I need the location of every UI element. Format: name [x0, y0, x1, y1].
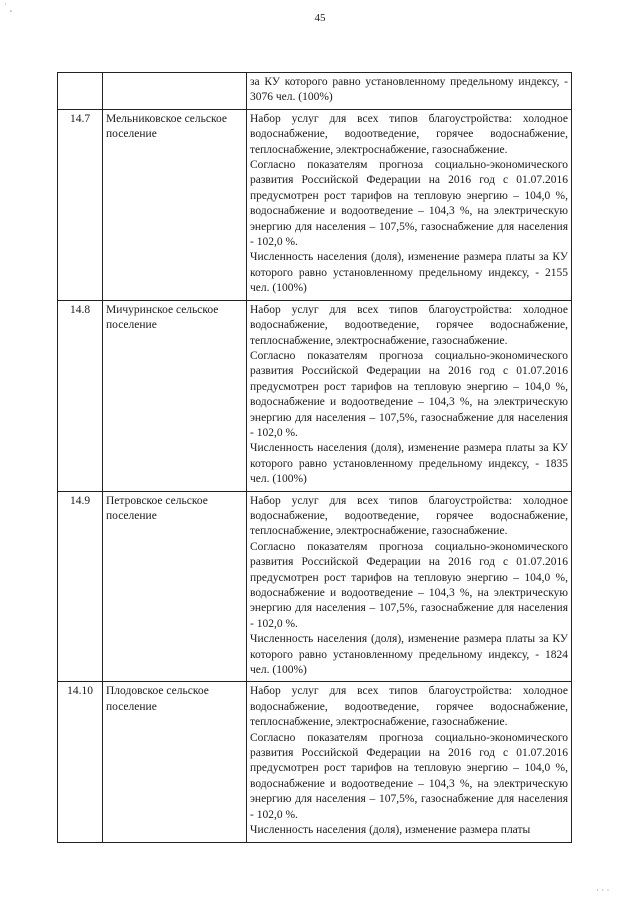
settlement-name — [103, 73, 247, 110]
row-number: 14.7 — [58, 109, 103, 300]
description-paragraph: Согласно показателям прогноза социально-экономического развития Российской Федерации на 2016 год с 01.07.2016 предусмотрен рост тарифов на тепловую энергию – 104,0 %, водоснабжение и водоотведение – 104,3 %, на электрическую энергию для населения – 107,5%, газоснабжение для населения - 102,0 %. — [250, 731, 568, 821]
table-row — [58, 109, 572, 300]
description-paragraph: Численность населения (доля), изменение размера платы за КУ которого равно установленному предельному индексу, - 1824 чел. (100%) — [250, 633, 568, 677]
row-number: 14.9 — [58, 491, 103, 682]
table-row — [58, 73, 572, 110]
row-number: 14.10 — [58, 682, 103, 842]
description-paragraph: за КУ которого равно установленному предельному индексу, - 3076 чел. (100%) — [250, 76, 568, 104]
description-paragraph: Согласно показателям прогноза социально-экономического развития Российской Федерации на 2016 год с 01.07.2016 предусмотрен рост тарифов на тепловую энергию – 104,0 %, водоснабжение и водоотведение – 104,3 %, на электрическую энергию для населения – 107,5%, газоснабжение для населения - 102,0 %. — [250, 349, 568, 439]
tariff-description — [247, 300, 572, 491]
description-paragraph: Набор услуг для всех типов благоустройства: холодное водоснабжение, водоотведение, горячее водоснабжение, теплоснабжение, электроснабжение, газоснабжение. — [250, 112, 568, 156]
row-number: 14.8 — [58, 300, 103, 491]
settlement-name: Плодовское сельское поселение — [103, 682, 247, 842]
scan-artifact: ˙ ¸ — [4, 2, 13, 12]
settlement-name: Мельниковское сельское поселение — [103, 109, 247, 300]
page-number: 45 — [314, 12, 326, 24]
description-paragraph: Численность населения (доля), изменение размера платы — [250, 824, 531, 837]
description-paragraph: Численность населения (доля), изменение размера платы за КУ которого равно установленному предельному индексу, - 2155 чел. (100%) — [250, 251, 568, 295]
table-row — [58, 300, 572, 491]
description-paragraph: Набор услуг для всех типов благоустройства: холодное водоснабжение, водоотведение, горячее водоснабжение, теплоснабжение, электроснабжение, газоснабжение. — [250, 685, 568, 729]
scan-artifact: · · · — [596, 885, 610, 895]
row-number — [58, 73, 103, 110]
description-paragraph: Согласно показателям прогноза социально-экономического развития Российской Федерации на 2016 год с 01.07.2016 предусмотрен рост тарифов на тепловую энергию – 104,0 %, водоснабжение и водоотведение – 104,3 %, на электрическую энергию для населения – 107,5%, газоснабжение для населения - 102,0 %. — [250, 540, 568, 630]
table-body — [58, 73, 572, 843]
tariff-description — [247, 109, 572, 300]
tariff-description — [247, 491, 572, 682]
tariff-description — [247, 73, 572, 110]
description-paragraph: Набор услуг для всех типов благоустройства: холодное водоснабжение, водоотведение, горячее водоснабжение, теплоснабжение, электроснабжение, газоснабжение. — [250, 303, 568, 347]
table-row — [58, 491, 572, 682]
table-row — [58, 682, 572, 842]
tariff-description — [247, 682, 572, 842]
tariff-table — [57, 72, 572, 843]
description-paragraph: Согласно показателям прогноза социально-экономического развития Российской Федерации на 2016 год с 01.07.2016 предусмотрен рост тарифов на тепловую энергию – 104,0 %, водоснабжение и водоотведение – 104,3 %, на электрическую энергию для населения – 107,5%, газоснабжение для населения - 102,0 %. — [250, 159, 568, 249]
settlement-name: Мичуринское сельское поселение — [103, 300, 247, 491]
description-paragraph: Набор услуг для всех типов благоустройства: холодное водоснабжение, водоотведение, горячее водоснабжение, теплоснабжение, электроснабжение, газоснабжение. — [250, 494, 568, 538]
description-paragraph: Численность населения (доля), изменение размера платы за КУ которого равно установленному предельному индексу, - 1835 чел. (100%) — [250, 442, 568, 486]
settlement-name: Петровское сельское поселение — [103, 491, 247, 682]
